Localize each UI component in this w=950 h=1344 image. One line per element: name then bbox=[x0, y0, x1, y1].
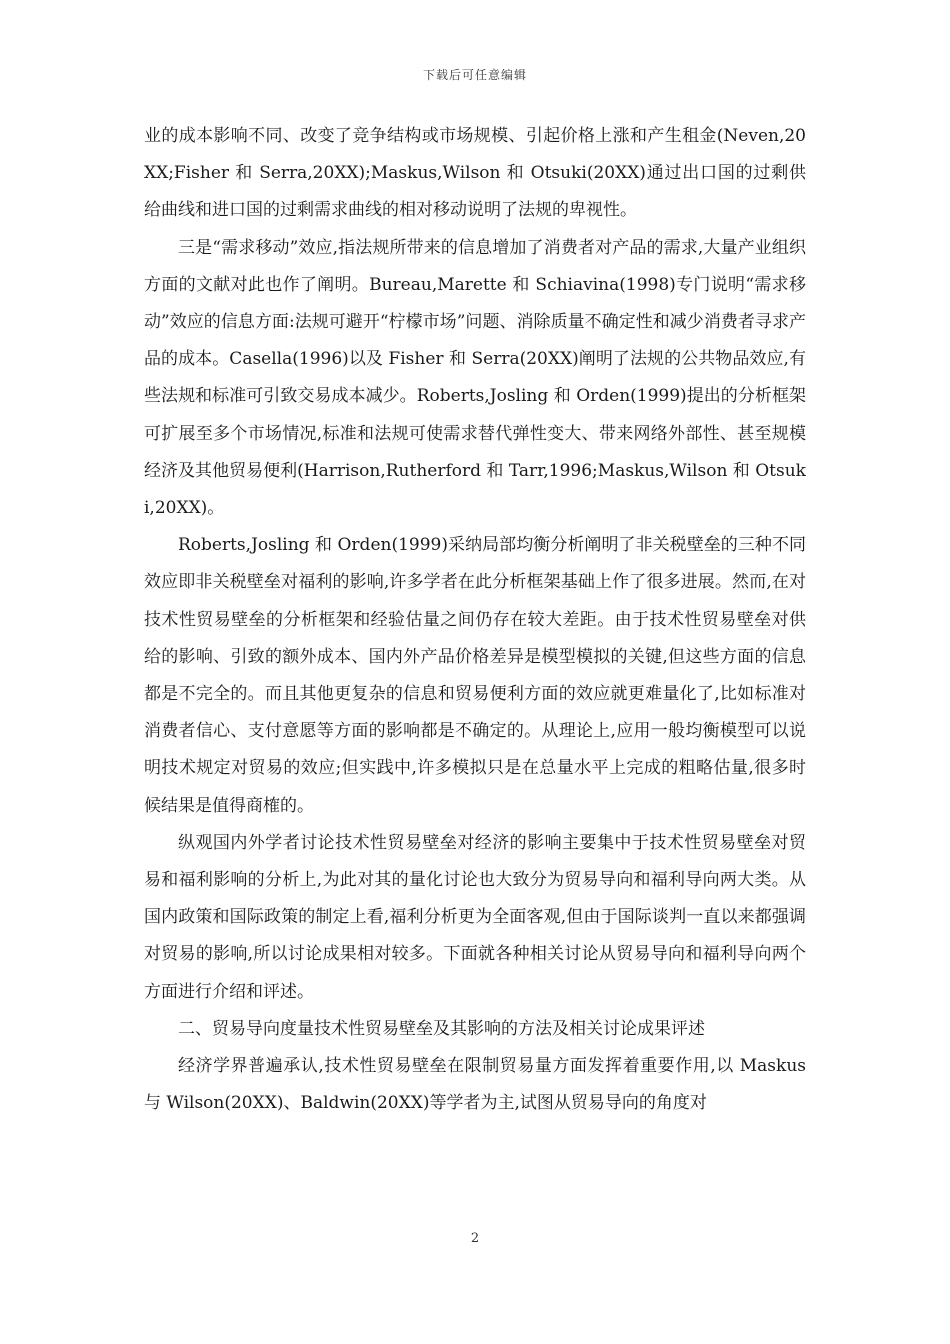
section-heading: 二、贸易导向度量技术性贸易壁垒及其影响的方法及相关讨论成果评述 bbox=[178, 1018, 705, 1039]
body-text bbox=[144, 118, 806, 1122]
paragraph-5: 经济学界普遍承认,技术性贸易壁垒在限制贸易量方面发挥着重要作用,以 Maskus 与 Wilson(20XX)、Baldwin(20XX)等学者为主,试图从贸易导向的角度对 bbox=[144, 1056, 806, 1114]
page-number: 2 bbox=[470, 1231, 480, 1246]
page-header: 下载后可任意编辑 bbox=[422, 68, 527, 82]
paragraph-1: 业的成本影响不同、改变了竞争结构或市场规模、引起价格上涨和产生租金(Neven,20XX;Fisher 和 Serra,20XX);Maskus,Wilson 和 Otsuki(20XX)通过出口国的过剩供给曲线和进口国的过剩需求曲线的相对移动说明了法规的卑视性。 bbox=[144, 126, 806, 221]
paragraph-4: 纵观国内外学者讨论技术性贸易壁垒对经济的影响主要集中于技术性贸易壁垒对贸易和福利影响的分析上,为此对其的量化讨论也大致分为贸易导向和福利导向两大类。从国内政策和国际政策的制定上看,福利分析更为全面客观,但由于国际谈判一直以来都强调对贸易的影响,所以讨论成果相对较多。下面就各种相关讨论从贸易导向和福利导向两个方面进行介绍和评述。 bbox=[144, 832, 806, 1002]
paragraph-3: Roberts,Josling 和 Orden(1999)采纳局部均衡分析阐明了非关税壁垒的三种不同效应即非关税壁垒对福利的影响,许多学者在此分析框架基础上作了很多进展。然而,在对技术性贸易壁垒的分析框架和经验估量之间仍存在较大差距。由于技术性贸易壁垒对供给的影响、引致的额外成本、国内外产品价格差异是模型模拟的关键,但这些方面的信息都是不完全的。而且其他更复杂的信息和贸易便利方面的效应就更难量化了,比如标准对消费者信心、支付意愿等方面的影响都是不确定的。从理论上,应用一般均衡模型可以说明技术规定对贸易的效应;但实践中,许多模拟只是在总量水平上完成的粗略估量,很多时候结果是值得商榷的。 bbox=[144, 535, 806, 816]
paragraph-2: 三是“需求移动”效应,指法规所带来的信息增加了消费者对产品的需求,大量产业组织方面的文献对此也作了阐明。Bureau,Marette 和 Schiavina(1998)专门说明“需求移动”效应的信息方面:法规可避开“柠檬市场”问题、消除质量不确定性和减少消费者寻求产品的成本。Casella(1996)以及 Fisher 和 Serra(20XX)阐明了法规的公共物品效应,有些法规和标准可引致交易成本减少。Roberts,Josling 和 Orden(1999)提出的分析框架可扩展至多个市场情况,标准和法规可使需求替代弹性变大、带来网络外部性、甚至规模经济及其他贸易便利(Harrison,Rutherford 和 Tarr,1996;Maskus,Wilson 和 Otsuki,20XX)。 bbox=[144, 237, 806, 519]
